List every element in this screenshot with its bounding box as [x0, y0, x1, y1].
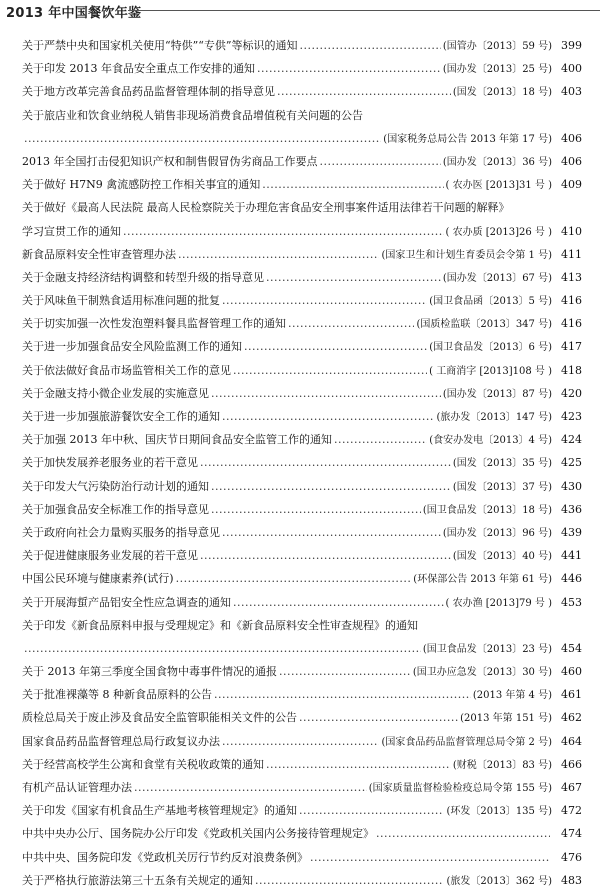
entry-title: 关于严禁中央和国家机关使用“特供”“专供”等标识的通知 — [22, 39, 298, 52]
toc-entry[interactable] — [22, 776, 582, 799]
dot-leader — [200, 544, 451, 567]
entry-title: 关于金融支持经济结构调整和转型升级的指导意见 — [22, 270, 264, 284]
entry-page-number: 483 — [561, 873, 582, 887]
entry-source: (国卫食品函〔2013〕5 号) — [429, 296, 552, 308]
entry-source: (国办发〔2013〕36 号) — [442, 156, 552, 168]
toc-entry[interactable] — [22, 266, 582, 289]
dot-leader — [233, 591, 444, 614]
entry-source: (国发〔2013〕18 号) — [452, 87, 552, 99]
toc-entry[interactable] — [22, 312, 582, 335]
entry-title: 关于地方改革完善食品药品监督管理体制的指导意见 — [22, 85, 275, 99]
entry-page-number: 453 — [561, 595, 582, 609]
toc-entry[interactable] — [22, 660, 582, 683]
page-header — [0, 0, 600, 24]
toc-entry[interactable] — [22, 359, 582, 382]
entry-page-number: 474 — [561, 827, 582, 841]
entry-source: (环发〔2013〕135 号) — [446, 806, 552, 818]
entry-source: (2013 年第 4 号) — [472, 690, 552, 702]
entry-source: (国卫食品发〔2013〕18 号) — [422, 504, 552, 516]
entry-title: 质检总局关于废止涉及食品安全监管职能相关文件的公告 — [22, 711, 297, 725]
entry-page-number: 413 — [561, 270, 582, 284]
entry-page-number: 411 — [561, 247, 582, 261]
entry-source: (国办发〔2013〕67 号) — [442, 272, 552, 284]
entry-page-number: 476 — [561, 850, 582, 864]
entry-title: 关于 2013 年第三季度全国食物中毒事件情况的通报 — [22, 665, 277, 679]
entry-page-number: 418 — [561, 363, 582, 377]
entry-page-number: 417 — [561, 340, 582, 354]
entry-source: (旅发〔2013〕362 号) — [446, 875, 552, 887]
entry-title: 关于进一步加强食品安全风险监测工作的通知 — [22, 340, 242, 354]
toc-list — [22, 34, 582, 892]
entry-page-number: 399 — [561, 39, 582, 52]
dot-leader — [222, 730, 379, 753]
dot-leader — [299, 706, 458, 729]
toc-entry[interactable] — [22, 243, 582, 266]
entry-title: 关于金融支持小微企业发展的实施意见 — [22, 386, 209, 400]
dot-leader — [266, 753, 451, 776]
toc-entry[interactable] — [22, 730, 582, 753]
entry-source: ( 农办渔 [2013]79 号 ) — [445, 597, 552, 609]
toc-entry[interactable] — [22, 104, 582, 127]
toc-entry[interactable] — [22, 637, 582, 660]
dot-leader — [233, 359, 427, 382]
dot-leader — [255, 869, 444, 892]
entry-source: (2013 年第 151 号) — [460, 713, 552, 725]
entry-page-number: 462 — [561, 711, 582, 725]
toc-entry[interactable] — [22, 220, 582, 243]
dot-leader — [222, 405, 434, 428]
toc-entry[interactable] — [22, 382, 582, 405]
toc-entry[interactable] — [22, 289, 582, 312]
toc-entry[interactable] — [22, 173, 582, 196]
entry-page-number: 416 — [561, 294, 582, 308]
entry-page-number: 461 — [561, 688, 582, 702]
entry-source: (国发〔2013〕40 号) — [452, 551, 552, 563]
entry-title: 关于政府向社会力量购买服务的指导意见 — [22, 525, 220, 539]
entry-source: (国家食品药品监督管理总局令第 2 号) — [381, 736, 552, 748]
entry-source: (国卫食品发〔2013〕6 号) — [429, 342, 552, 354]
entry-title: 关于进一步加强旅游餐饮安全工作的通知 — [22, 410, 220, 423]
entry-page-number: 430 — [561, 479, 582, 493]
entry-title: 关于旅店业和饮食业纳税人销售非现场消费食品增值税有关问题的公告 — [22, 108, 363, 122]
dot-leader — [262, 173, 443, 196]
entry-page-number: 409 — [561, 178, 582, 192]
entry-page-number: 400 — [561, 62, 582, 76]
entry-title: 中共中央办公厅、国务院办公厅印发《党政机关国内公务接待管理规定》 — [22, 827, 374, 841]
yearbook-title: 2013 年中国餐饮年鉴 — [6, 6, 142, 21]
dot-leader — [211, 475, 451, 498]
entry-source: ( 工商消字 [2013]108 号 ) — [429, 365, 552, 377]
header-rule — [128, 10, 600, 11]
entry-source: (国卫食品发〔2013〕23 号) — [422, 643, 552, 655]
entry-title: 关于做好 H7N9 禽流感防控工作相关事宜的通知 — [22, 178, 261, 192]
toc-entry[interactable] — [22, 335, 582, 358]
entry-title: 关于印发《新食品原料申报与受理规定》和《新食品原料安全性审查规程》的通知 — [22, 618, 418, 632]
toc-entry[interactable] — [22, 34, 582, 57]
entry-title: 关于印发 2013 年食品安全重点工作安排的通知 — [22, 62, 255, 76]
entry-page-number: 425 — [561, 456, 582, 470]
entry-page-number: 424 — [561, 433, 582, 447]
entry-page-number: 467 — [561, 781, 582, 794]
dot-leader — [200, 451, 451, 474]
dot-leader — [320, 150, 441, 173]
entry-page-number: 454 — [561, 641, 582, 655]
toc-entry[interactable] — [22, 614, 582, 637]
entry-source: (国家卫生和计划生育委员会令第 1 号) — [381, 249, 552, 261]
dot-leader — [123, 220, 444, 243]
entry-page-number: 460 — [561, 665, 582, 679]
entry-title: 有机产品认证管理办法 — [22, 781, 132, 794]
dot-leader — [24, 127, 381, 150]
toc-entry[interactable] — [22, 475, 582, 498]
entry-source: (国办发〔2013〕25 号) — [442, 64, 552, 76]
toc-entry[interactable] — [22, 799, 582, 822]
entry-title: 中国公民环境与健康素养(试行) — [22, 572, 174, 586]
entry-source: (国卫办应急发〔2013〕30 号) — [412, 667, 552, 679]
dot-leader — [279, 660, 411, 683]
entry-page-number: 441 — [561, 549, 582, 563]
dot-leader — [176, 567, 412, 590]
entry-title: 关于依法做好食品市场监管相关工作的意见 — [22, 363, 231, 377]
dot-leader — [214, 683, 471, 706]
toc-entry[interactable] — [22, 150, 582, 173]
toc-entry[interactable] — [22, 405, 582, 428]
entry-source: ( 农办质 [2013]26 号 ) — [445, 226, 552, 238]
entry-page-number: 436 — [561, 502, 582, 516]
dot-leader — [334, 428, 427, 451]
entry-title: 关于印发《国家有机食品生产基地考核管理规定》的通知 — [22, 804, 297, 818]
dot-leader — [211, 382, 441, 405]
entry-page-number: 406 — [561, 154, 582, 168]
entry-title: 关于风味鱼干制熟食适用标准问题的批复 — [22, 294, 220, 308]
toc-entry[interactable] — [22, 683, 582, 706]
entry-source: (国发〔2013〕37 号) — [452, 481, 552, 493]
entry-page-number: 420 — [561, 386, 582, 400]
dot-leader — [288, 312, 414, 335]
entry-title: 关于加强食品安全标准工作的指导意见 — [22, 502, 209, 516]
toc-entry[interactable] — [22, 869, 582, 892]
entry-page-number: 446 — [561, 572, 582, 586]
entry-source: (旅办发〔2013〕147 号) — [436, 412, 552, 423]
entry-source: (国办发〔2013〕87 号) — [442, 388, 552, 400]
entry-source: (国家质量监督检验检疫总局令第 155 号) — [368, 783, 552, 794]
entry-source: ( 农办医 [2013]31 号 ) — [445, 180, 552, 192]
entry-title: 关于加快发展养老服务业的若干意见 — [22, 456, 198, 470]
dot-leader — [266, 266, 441, 289]
entry-source: (财税〔2013〕83 号) — [452, 759, 552, 771]
entry-title: 新食品原料安全性审查管理办法 — [22, 247, 176, 261]
entry-source: (国办发〔2013〕96 号) — [442, 527, 552, 539]
entry-page-number: 439 — [561, 525, 582, 539]
entry-title: 关于开展海蜇产品铝安全性应急调查的通知 — [22, 595, 231, 609]
toc-entry[interactable] — [22, 706, 582, 729]
entry-title: 学习宣贯工作的通知 — [22, 224, 121, 238]
entry-page-number: 416 — [561, 317, 582, 331]
dot-leader — [178, 243, 379, 266]
entry-title: 关于经营高校学生公寓和食堂有关税收政策的通知 — [22, 757, 264, 771]
toc-entry[interactable] — [22, 428, 582, 451]
entry-title: 关于严格执行旅游法第三十五条有关规定的通知 — [22, 873, 253, 887]
entry-source: (食安办发电〔2013〕4 号) — [429, 435, 552, 447]
entry-title: 关于切实加强一次性发泡塑料餐具监督管理工作的通知 — [22, 317, 286, 331]
dot-leader — [257, 57, 441, 80]
dot-leader — [310, 846, 550, 869]
entry-title: 国家食品药品监督管理总局行政复议办法 — [22, 734, 220, 748]
dot-leader — [222, 521, 441, 544]
dot-leader — [134, 776, 367, 799]
entry-source: (国发〔2013〕35 号) — [452, 458, 552, 470]
dot-leader — [300, 34, 441, 57]
toc-entry[interactable] — [22, 591, 582, 614]
entry-title: 关于批准裸藻等 8 种新食品原料的公告 — [22, 688, 212, 702]
dot-leader — [277, 80, 451, 103]
toc-entry[interactable] — [22, 498, 582, 521]
entry-page-number: 466 — [561, 757, 582, 771]
entry-title: 关于印发大气污染防治行动计划的通知 — [22, 479, 209, 493]
dot-leader — [299, 799, 444, 822]
dot-leader — [222, 289, 427, 312]
entry-page-number: 423 — [561, 410, 582, 423]
entry-title: 关于做好《最高人民法院 最高人民检察院关于办理危害食品安全刑事案件适用法律若干问题的解释》 — [22, 201, 510, 215]
entry-page-number: 472 — [561, 804, 582, 818]
dot-leader — [244, 335, 427, 358]
toc-entry[interactable] — [22, 822, 582, 845]
entry-page-number: 406 — [561, 131, 582, 145]
entry-source: (国质检监联〔2013〕347 号) — [416, 319, 552, 331]
toc-entry[interactable] — [22, 544, 582, 567]
entry-source: (国家税务总局公告 2013 年第 17 号) — [383, 133, 552, 145]
dot-leader — [24, 637, 421, 660]
entry-title: 2013 年全国打击侵犯知识产权和制售假冒伪劣商品工作要点 — [22, 154, 318, 168]
toc-entry[interactable] — [22, 80, 582, 103]
toc-entry[interactable] — [22, 521, 582, 544]
toc-entry[interactable] — [22, 127, 582, 150]
entry-title: 关于加强 2013 年中秋、国庆节日期间食品安全监管工作的通知 — [22, 433, 332, 447]
toc-entry[interactable] — [22, 846, 582, 869]
toc-entry[interactable] — [22, 567, 582, 590]
entry-title: 关于促进健康服务业发展的若干意见 — [22, 549, 198, 563]
entry-source: (国管办〔2013〕59 号) — [442, 41, 552, 52]
entry-page-number: 403 — [561, 85, 582, 99]
entry-source: (环保部公告 2013 年第 61 号) — [413, 574, 552, 586]
dot-leader — [211, 498, 421, 521]
toc-entry[interactable] — [22, 753, 582, 776]
toc-entry[interactable] — [22, 451, 582, 474]
entry-page-number: 464 — [561, 734, 582, 748]
toc-entry[interactable] — [22, 196, 582, 219]
dot-leader — [376, 822, 550, 845]
entry-page-number: 410 — [561, 224, 582, 238]
toc-entry[interactable] — [22, 57, 582, 80]
entry-title: 中共中央、国务院印发《党政机关厉行节约反对浪费条例》 — [22, 850, 308, 864]
